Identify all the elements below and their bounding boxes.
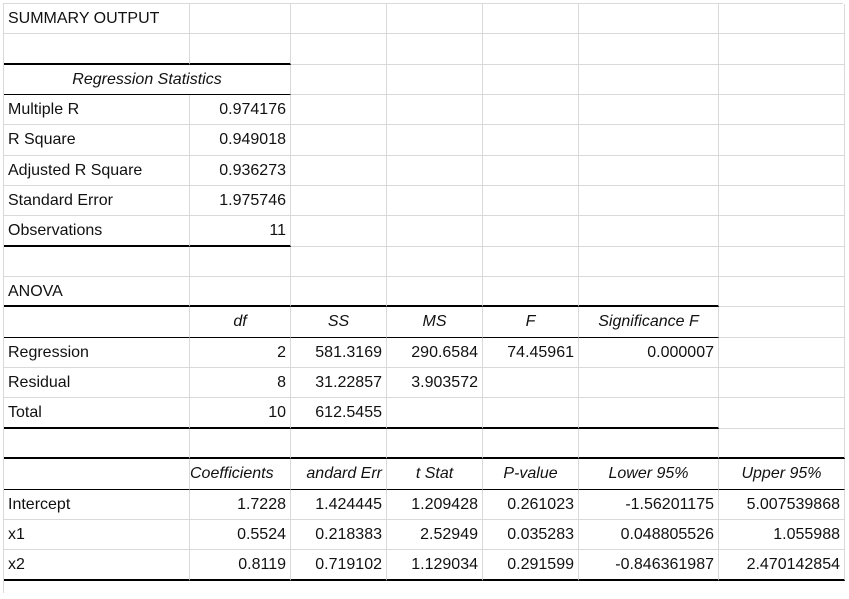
empty-cell[interactable] <box>387 65 483 95</box>
anova-df[interactable]: 8 <box>190 368 291 398</box>
empty-cell[interactable] <box>190 429 291 459</box>
empty-cell[interactable] <box>579 398 719 428</box>
coef-standard-error[interactable]: 0.218383 <box>291 520 387 550</box>
empty-cell[interactable] <box>291 156 387 186</box>
empty-cell[interactable] <box>483 65 579 95</box>
empty-cell[interactable] <box>387 429 483 459</box>
coef-p-value[interactable]: 0.261023 <box>483 490 579 520</box>
coef-row-label[interactable]: Intercept <box>4 490 190 520</box>
empty-cell[interactable] <box>190 277 291 307</box>
stat-value[interactable]: 1.975746 <box>190 186 291 216</box>
empty-cell[interactable] <box>719 277 845 307</box>
empty-cell[interactable] <box>719 156 845 186</box>
anova-ms[interactable]: 3.903572 <box>387 368 483 398</box>
spreadsheet-grid <box>3 3 843 593</box>
stat-label[interactable]: Observations <box>4 216 190 246</box>
coef-lower-95[interactable]: -1.56201175 <box>579 490 719 520</box>
empty-cell[interactable] <box>719 65 845 95</box>
empty-cell[interactable] <box>291 125 387 155</box>
empty-cell[interactable] <box>387 4 483 34</box>
coef-lower-95[interactable]: -0.846361987 <box>579 550 719 580</box>
coef-header-standard-err[interactable]: andard Err <box>291 459 387 489</box>
empty-cell[interactable] <box>579 156 719 186</box>
empty-cell[interactable] <box>719 4 845 34</box>
empty-cell[interactable] <box>719 398 845 428</box>
empty-cell[interactable] <box>719 186 845 216</box>
empty-cell[interactable] <box>291 429 387 459</box>
anova-row-label[interactable]: Residual <box>4 368 190 398</box>
anova-header-ms[interactable]: MS <box>387 307 483 337</box>
coef-header-upper-95[interactable]: Upper 95% <box>719 459 845 489</box>
anova-significance-f[interactable]: 0.000007 <box>579 338 719 368</box>
coef-upper-95[interactable]: 5.007539868 <box>719 490 845 520</box>
coef-standard-error[interactable]: 1.424445 <box>291 490 387 520</box>
stat-label[interactable]: Adjusted R Square <box>4 156 190 186</box>
stat-label[interactable]: Standard Error <box>4 186 190 216</box>
coef-standard-error[interactable]: 0.719102 <box>291 550 387 580</box>
empty-cell[interactable] <box>579 125 719 155</box>
empty-cell[interactable] <box>291 247 387 277</box>
coef-header-lower-95[interactable]: Lower 95% <box>579 459 719 489</box>
stat-value[interactable]: 0.949018 <box>190 125 291 155</box>
empty-cell[interactable] <box>190 247 291 277</box>
anova-header-ss[interactable]: SS <box>291 307 387 337</box>
anova-ss[interactable]: 581.3169 <box>291 338 387 368</box>
coef-row-label[interactable]: x2 <box>4 550 190 580</box>
empty-cell[interactable] <box>719 95 845 125</box>
empty-cell[interactable] <box>387 186 483 216</box>
coef-upper-95[interactable]: 1.055988 <box>719 520 845 550</box>
coef-value[interactable]: 0.5524 <box>190 520 291 550</box>
coef-lower-95[interactable]: 0.048805526 <box>579 520 719 550</box>
empty-cell[interactable] <box>387 34 483 64</box>
empty-cell[interactable] <box>579 34 719 64</box>
anova-header-f[interactable]: F <box>483 307 579 337</box>
empty-cell[interactable] <box>483 277 579 307</box>
empty-cell[interactable] <box>4 34 190 64</box>
empty-cell[interactable] <box>719 429 845 459</box>
stat-value[interactable]: 0.936273 <box>190 156 291 186</box>
empty-cell[interactable] <box>291 216 387 246</box>
anova-df[interactable]: 10 <box>190 398 291 428</box>
anova-f[interactable]: 74.45961 <box>483 338 579 368</box>
empty-cell[interactable] <box>483 125 579 155</box>
empty-cell[interactable] <box>483 95 579 125</box>
coef-upper-95[interactable]: 2.470142854 <box>719 550 845 580</box>
coef-header-t-stat[interactable]: t Stat <box>387 459 483 489</box>
empty-cell[interactable] <box>387 398 483 428</box>
stat-label[interactable]: Multiple R <box>4 95 190 125</box>
empty-cell[interactable] <box>719 34 845 64</box>
cell-summary-title[interactable]: SUMMARY OUTPUT <box>4 4 190 34</box>
anova-ss[interactable]: 31.22857 <box>291 368 387 398</box>
empty-cell[interactable] <box>291 186 387 216</box>
empty-cell[interactable] <box>483 156 579 186</box>
empty-cell[interactable] <box>387 247 483 277</box>
empty-cell[interactable] <box>387 125 483 155</box>
anova-header-df[interactable]: df <box>190 307 291 337</box>
empty-cell[interactable] <box>291 4 387 34</box>
coef-t-stat[interactable]: 1.209428 <box>387 490 483 520</box>
regression-statistics-heading[interactable]: Regression Statistics <box>4 65 291 95</box>
empty-cell[interactable] <box>719 307 845 337</box>
empty-cell[interactable] <box>483 216 579 246</box>
empty-cell[interactable] <box>579 65 719 95</box>
anova-ss[interactable]: 612.5455 <box>291 398 387 428</box>
empty-cell[interactable] <box>190 34 291 64</box>
empty-cell[interactable] <box>190 4 291 34</box>
empty-cell[interactable] <box>579 4 719 34</box>
empty-cell[interactable] <box>719 338 845 368</box>
empty-cell[interactable] <box>579 216 719 246</box>
empty-cell[interactable] <box>483 368 579 398</box>
empty-cell[interactable] <box>4 459 190 489</box>
empty-cell[interactable] <box>4 429 190 459</box>
coef-value[interactable]: 1.7228 <box>190 490 291 520</box>
empty-cell[interactable] <box>579 429 719 459</box>
empty-cell[interactable] <box>483 4 579 34</box>
empty-cell[interactable] <box>579 247 719 277</box>
empty-cell[interactable] <box>4 247 190 277</box>
coef-header-p-value[interactable]: P-value <box>483 459 579 489</box>
coef-t-stat[interactable]: 2.52949 <box>387 520 483 550</box>
empty-cell[interactable] <box>291 34 387 64</box>
anova-row-label[interactable]: Total <box>4 398 190 428</box>
empty-cell[interactable] <box>387 95 483 125</box>
stat-value[interactable]: 11 <box>190 216 291 246</box>
empty-cell[interactable] <box>483 247 579 277</box>
empty-cell[interactable] <box>4 307 190 337</box>
empty-cell[interactable] <box>387 216 483 246</box>
empty-cell[interactable] <box>579 277 719 307</box>
empty-cell[interactable] <box>483 429 579 459</box>
empty-cell[interactable] <box>483 34 579 64</box>
coef-p-value[interactable]: 0.035283 <box>483 520 579 550</box>
empty-cell[interactable] <box>483 398 579 428</box>
empty-cell[interactable] <box>719 247 845 277</box>
stat-value[interactable]: 0.974176 <box>190 95 291 125</box>
anova-title[interactable]: ANOVA <box>4 277 190 307</box>
empty-cell[interactable] <box>579 368 719 398</box>
anova-ms[interactable]: 290.6584 <box>387 338 483 368</box>
empty-cell[interactable] <box>719 125 845 155</box>
coef-t-stat[interactable]: 1.129034 <box>387 550 483 580</box>
empty-cell[interactable] <box>291 277 387 307</box>
empty-cell[interactable] <box>719 216 845 246</box>
coef-p-value[interactable]: 0.291599 <box>483 550 579 580</box>
empty-cell[interactable] <box>291 65 387 95</box>
stat-label[interactable]: R Square <box>4 125 190 155</box>
empty-cell[interactable] <box>719 368 845 398</box>
anova-header-significance-f[interactable]: Significance F <box>579 307 719 337</box>
coef-header-coefficients[interactable]: Coefficients <box>190 459 291 489</box>
empty-cell[interactable] <box>387 277 483 307</box>
empty-cell[interactable] <box>291 95 387 125</box>
empty-cell[interactable] <box>387 156 483 186</box>
empty-cell[interactable] <box>579 186 719 216</box>
coef-value[interactable]: 0.8119 <box>190 550 291 580</box>
empty-cell[interactable] <box>579 95 719 125</box>
coef-row-label[interactable]: x1 <box>4 520 190 550</box>
anova-row-label[interactable]: Regression <box>4 338 190 368</box>
anova-df[interactable]: 2 <box>190 338 291 368</box>
empty-cell[interactable] <box>483 186 579 216</box>
